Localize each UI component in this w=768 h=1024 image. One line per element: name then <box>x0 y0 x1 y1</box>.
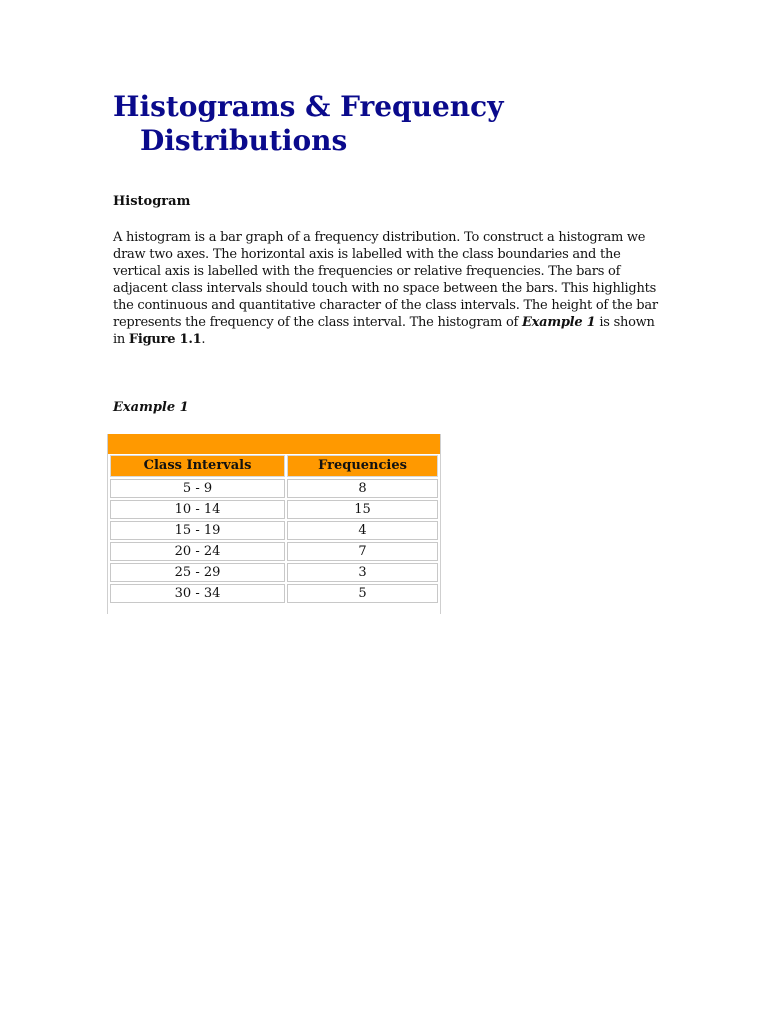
page-title-line-2: Distributions <box>140 124 348 157</box>
table-row <box>110 542 438 561</box>
table-row <box>110 500 438 519</box>
class-interval-cell: 5 - 9 <box>110 479 285 498</box>
frequency-table <box>108 453 440 605</box>
figure-reference: Figure 1.1 <box>128 332 202 347</box>
table-row <box>110 521 438 540</box>
table-row <box>110 479 438 498</box>
table-row <box>110 563 438 582</box>
example-heading: Example 1 <box>113 400 189 415</box>
section-heading: Histogram <box>113 194 191 209</box>
frequency-cell: 8 <box>287 479 438 498</box>
page-title <box>113 90 633 158</box>
paragraph-text-after: . <box>201 332 206 347</box>
paragraph-text-before: A histogram is a bar graph of a frequency distribution. To construct a histogram we draw two axes. The horizontal axis is labelled with the class boundaries and the vertical axis is labelled with the frequencies or relative frequencies. The bars of adjacent class intervals should touch with no space between the bars. This highlights the continuous and quantitative character of the class intervals. The height of the bar represents the frequency of the class interval. The histogram of <box>113 230 658 330</box>
table-header-row <box>110 455 438 477</box>
frequency-cell: 5 <box>287 584 438 603</box>
paragraph-text-middle: is shown in <box>113 315 655 347</box>
frequency-cell: 15 <box>287 500 438 519</box>
table-top-bar <box>108 434 440 454</box>
class-interval-cell: 30 - 34 <box>110 584 285 603</box>
frequency-table-container <box>107 434 441 614</box>
example-reference: Example 1 <box>522 315 596 330</box>
page-title-line-1: Histograms & Frequency <box>113 90 504 123</box>
frequency-cell: 3 <box>287 563 438 582</box>
class-interval-cell: 15 - 19 <box>110 521 285 540</box>
class-interval-cell: 10 - 14 <box>110 500 285 519</box>
table-row <box>110 584 438 603</box>
histogram-description <box>113 229 658 348</box>
frequency-cell: 7 <box>287 542 438 561</box>
frequency-cell: 4 <box>287 521 438 540</box>
column-header-frequencies: Frequencies <box>287 455 438 477</box>
column-header-class-intervals: Class Intervals <box>110 455 285 477</box>
class-interval-cell: 20 - 24 <box>110 542 285 561</box>
class-interval-cell: 25 - 29 <box>110 563 285 582</box>
